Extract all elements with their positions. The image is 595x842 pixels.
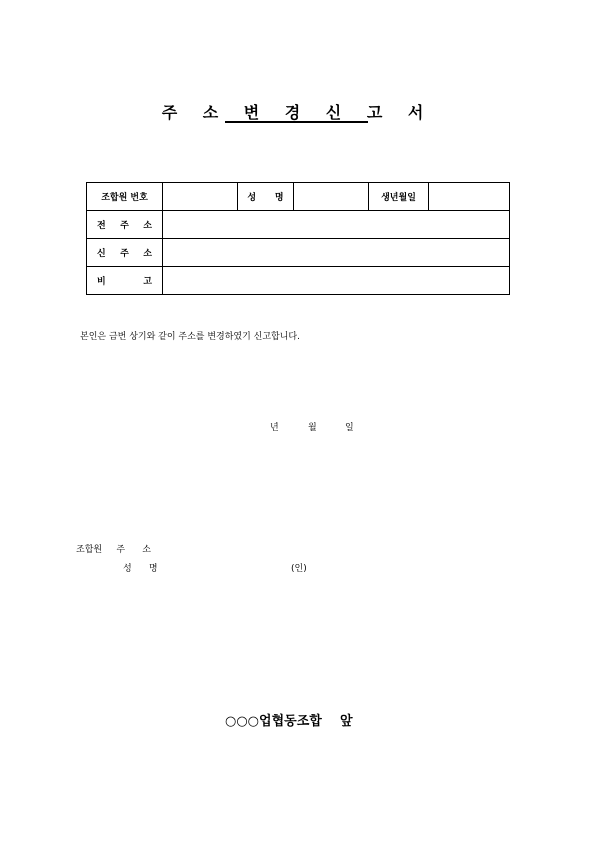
label-char: 전 (97, 221, 106, 231)
label-char: 소 (143, 221, 152, 231)
label-char: 주 (120, 221, 129, 231)
year-label: 년 (270, 423, 279, 433)
member-number-field[interactable] (163, 183, 238, 211)
new-address-field[interactable] (163, 239, 510, 267)
remarks-field[interactable] (163, 267, 510, 295)
addressee-honorific: 앞 (339, 714, 353, 729)
month-label: 월 (308, 423, 317, 433)
table-row (87, 183, 510, 211)
member-number-label: 조합원 번호 (87, 183, 163, 211)
declaration-statement: 본인은 금번 상기와 같이 주소를 변경하였기 신고합니다. (80, 332, 300, 342)
table-row (87, 267, 510, 295)
name-label-char: 명 (148, 564, 158, 574)
member-label: 조합원 (76, 545, 103, 555)
name-field[interactable] (294, 183, 369, 211)
signature-address-line (76, 542, 151, 555)
new-address-label (87, 239, 163, 267)
table-row (87, 239, 510, 267)
previous-address-label (87, 211, 163, 239)
title-underline (225, 121, 368, 123)
birth-date-field[interactable] (429, 183, 510, 211)
name-label-char: 명 (274, 193, 284, 203)
name-label-char: 성 (123, 564, 132, 574)
addressee-org: ○○○업협동조합 (225, 714, 322, 729)
day-label: 일 (345, 423, 354, 433)
seal-mark: (인) (291, 564, 307, 574)
label-char: 소 (143, 249, 152, 259)
document-title: 주 소 변 경 신 고 서 (161, 103, 434, 122)
label-char: 고 (143, 277, 152, 287)
addressee (225, 710, 353, 729)
birth-date-label: 생년월일 (369, 183, 429, 211)
previous-address-field[interactable] (163, 211, 510, 239)
label-char: 비 (97, 277, 106, 287)
label-char: 신 (97, 249, 106, 259)
signature-name-line (123, 561, 158, 574)
label-char: 주 (120, 249, 129, 259)
table-row (87, 211, 510, 239)
address-change-form-table (86, 182, 510, 295)
name-label (238, 183, 294, 211)
date-line (270, 420, 354, 433)
address-label-char: 소 (142, 545, 151, 555)
address-label-char: 주 (116, 545, 126, 555)
remarks-label (87, 267, 163, 295)
name-label-char: 성 (247, 193, 257, 203)
